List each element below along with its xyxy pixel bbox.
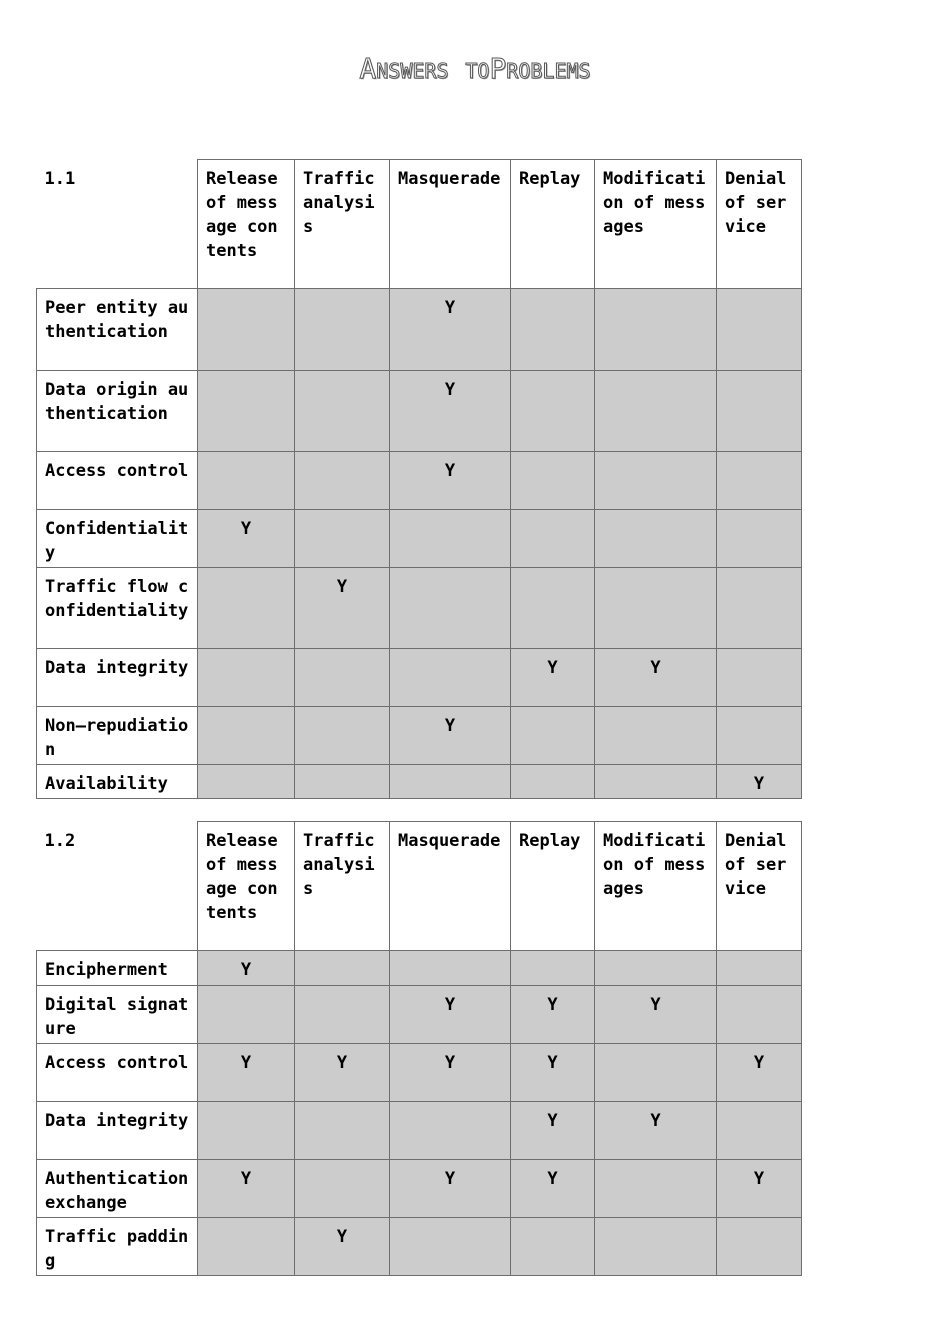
answer-table-1-1 [36,159,802,799]
page-title: Answers toProblems [359,52,591,85]
table-row [37,986,802,1044]
table-cell [717,649,802,707]
row-label: Data integrity [37,1102,198,1160]
table-cell: Y [595,1102,717,1160]
column-header-release: Release of message contents [198,822,295,951]
table-cell [198,568,295,649]
table-row [37,510,802,568]
table-cell [511,951,595,986]
table-cell [511,289,595,371]
table-row [37,707,802,765]
table-cell [717,1218,802,1276]
table-cell [595,1044,717,1102]
table-cell [511,510,595,568]
column-header-modification: Modification of messages [595,160,717,289]
table-cell [295,371,390,452]
column-header-replay: Replay [511,160,595,289]
table-cell [717,452,802,510]
table-cell [595,1218,717,1276]
table-cell [595,452,717,510]
table-row [37,371,802,452]
table-cell [295,1102,390,1160]
table-cell [390,568,511,649]
column-header-masquerade: Masquerade [390,160,511,289]
table-cell [511,371,595,452]
table-cell [198,452,295,510]
table-cell: Y [595,649,717,707]
row-label: Confidentiality [37,510,198,568]
table-row [37,1218,802,1276]
table-cell: Y [511,1102,595,1160]
table-cell [295,986,390,1044]
table-cell: Y [595,986,717,1044]
table-cell [295,649,390,707]
table-cell [295,951,390,986]
table-cell: Y [717,1160,802,1218]
table-cell: Y [390,1160,511,1218]
table-cell [595,765,717,799]
row-label: Availability [37,765,198,799]
table-cell [717,951,802,986]
table-cell [511,765,595,799]
row-label: Peer entity authentication [37,289,198,371]
table-cell [511,1218,595,1276]
table-row [37,1160,802,1218]
table-cell: Y [390,707,511,765]
table-cell [390,649,511,707]
table-cell: Y [295,568,390,649]
table-cell: Y [511,649,595,707]
table-cell [390,765,511,799]
table-row [37,1102,802,1160]
table-cell [595,510,717,568]
table-cell [390,951,511,986]
table-cell: Y [198,1160,295,1218]
column-header-denial: Denial of service [717,822,802,951]
table-label: 1.1 [37,160,198,289]
column-header-traffic-analysis: Traffic analysis [295,822,390,951]
table-row [37,568,802,649]
row-label: Encipherment [37,951,198,986]
table-cell [595,371,717,452]
table-cell [595,951,717,986]
table-row [37,1044,802,1102]
column-header-replay: Replay [511,822,595,951]
table-cell [595,707,717,765]
table-cell [717,510,802,568]
table-cell [198,1218,295,1276]
table-cell [717,986,802,1044]
table-row [37,649,802,707]
column-header-masquerade: Masquerade [390,822,511,951]
table-row [37,452,802,510]
table-cell [295,765,390,799]
table-cell: Y [717,1044,802,1102]
row-label: Access control [37,1044,198,1102]
table-cell [198,289,295,371]
column-header-release: Release of message contents [198,160,295,289]
table-cell [511,707,595,765]
column-header-modification: Modification of messages [595,822,717,951]
table-cell [198,765,295,799]
table-cell [717,1102,802,1160]
table-cell: Y [511,1044,595,1102]
table-cell: Y [198,510,295,568]
table-cell [511,452,595,510]
table-cell [198,1102,295,1160]
column-header-denial: Denial of service [717,160,802,289]
table-cell: Y [198,1044,295,1102]
table-cell [295,289,390,371]
table-cell [595,568,717,649]
table-cell [295,707,390,765]
row-label: Authentication exchange [37,1160,198,1218]
table-label: 1.2 [37,822,198,951]
answer-table-1-2 [36,821,802,1276]
table-cell [511,568,595,649]
row-label: Digital signature [37,986,198,1044]
table-cell [595,1160,717,1218]
table-cell: Y [390,371,511,452]
table-cell: Y [390,986,511,1044]
table-cell [390,510,511,568]
row-label: Access control [37,452,198,510]
table-cell [295,1160,390,1218]
table-cell: Y [295,1044,390,1102]
table-row [37,765,802,799]
table-row [37,951,802,986]
table-cell [390,1102,511,1160]
table-cell [198,371,295,452]
table-cell: Y [511,986,595,1044]
table-cell: Y [511,1160,595,1218]
table-cell [390,1218,511,1276]
table-cell: Y [390,289,511,371]
table-cell [198,707,295,765]
table-cell [595,289,717,371]
row-label: Data origin authentication [37,371,198,452]
table-cell [295,452,390,510]
row-label: Non—repudiation [37,707,198,765]
table-cell: Y [295,1218,390,1276]
table-cell: Y [390,1044,511,1102]
table-cell: Y [198,951,295,986]
table-row [37,289,802,371]
row-label: Traffic padding [37,1218,198,1276]
table-cell [717,568,802,649]
column-header-traffic-analysis: Traffic analysis [295,160,390,289]
table-cell [198,649,295,707]
row-label: Traffic flow confidentiality [37,568,198,649]
row-label: Data integrity [37,649,198,707]
table-cell [295,510,390,568]
table-cell [717,371,802,452]
table-cell [198,986,295,1044]
table-cell: Y [717,765,802,799]
table-cell: Y [390,452,511,510]
table-cell [717,707,802,765]
table-cell [717,289,802,371]
